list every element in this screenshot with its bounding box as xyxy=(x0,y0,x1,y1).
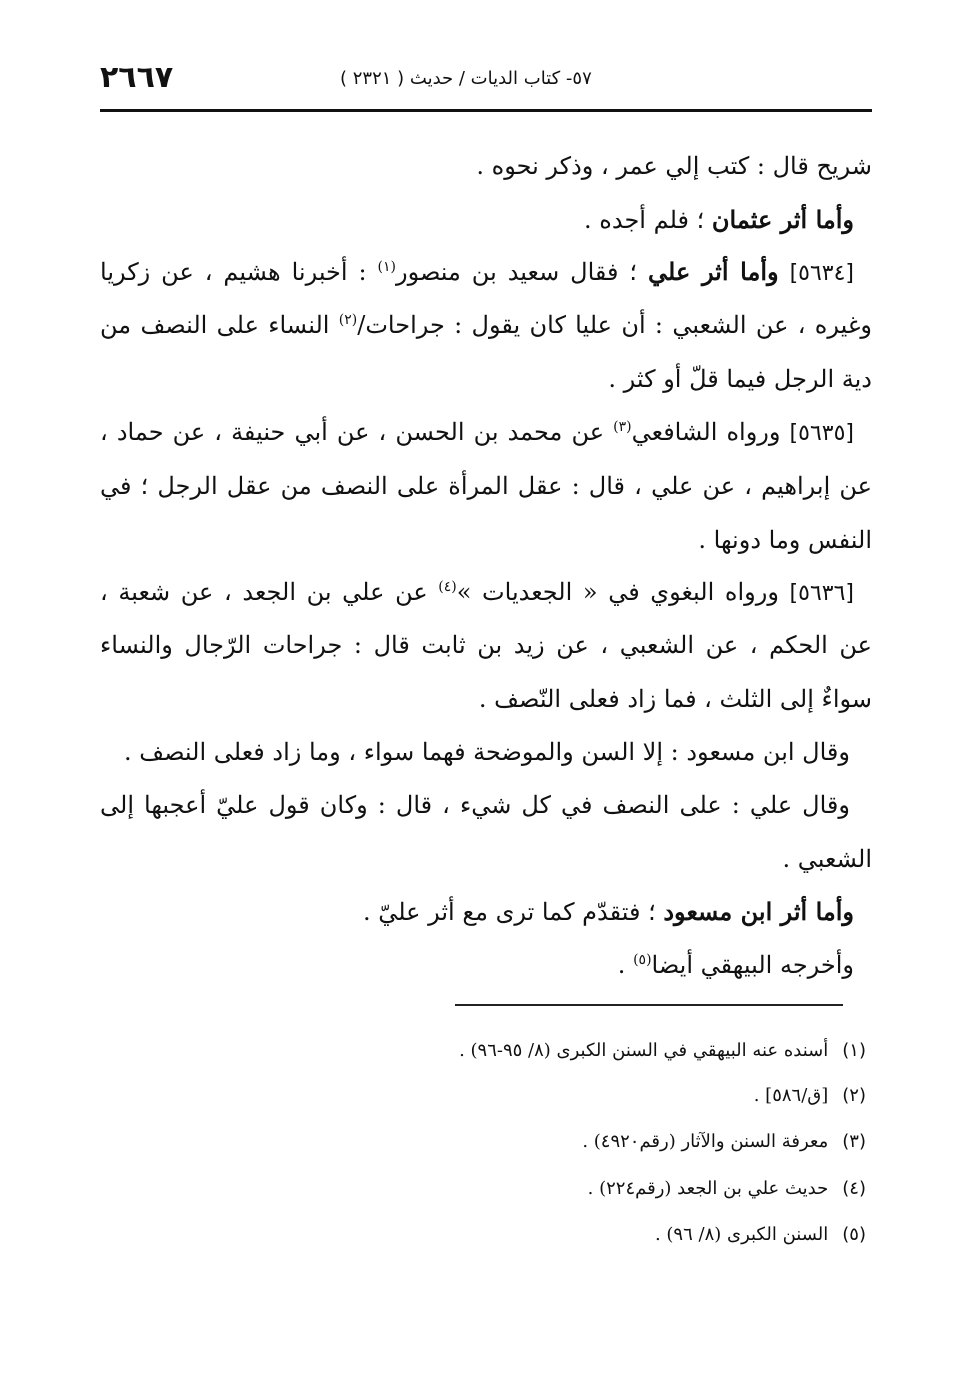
footnote xyxy=(588,1180,866,1198)
footnote-number: (٥) xyxy=(842,1224,866,1245)
footnote-number: (٢) xyxy=(842,1085,866,1106)
text-line: عن إبراهيم ، عن علي ، قال : عقل المرأة على النصف من عقل الرجل ؛ في xyxy=(100,472,872,500)
text-line: وقال علي : على النصف في كل شيء ، قال : وكان قول عليّ أعجبها إلى xyxy=(100,791,850,819)
footnote-ref: (٥) xyxy=(633,952,652,968)
hadith-number: [٥٦٣٦] xyxy=(789,581,854,606)
footnote-text: معرفة السنن والآثار (رقم٤٩٢٠) . xyxy=(582,1131,829,1152)
footnote-number: (٤) xyxy=(842,1178,866,1199)
text-line: النفس وما دونها . xyxy=(698,526,872,554)
section-heading: وأما أثر علي xyxy=(648,257,779,286)
text-line: وأما أثر عثمان ؛ فلم أجده . xyxy=(584,205,854,234)
running-title: ٥٧- كتاب الديات / حديث ( ٢٣٢١ ) xyxy=(340,68,592,89)
footnote xyxy=(582,1133,866,1151)
footnote-text: أسنده عنه البيهقي في السنن الكبرى (٨/ ٩٥-٩٦) . xyxy=(459,1040,829,1061)
footnote-separator xyxy=(455,1004,843,1006)
text-line: الشعبي . xyxy=(782,845,872,873)
section-heading: وأما أثر عثمان xyxy=(711,205,854,234)
hadith-line-5636: [٥٦٣٦] ورواه البغوي في « الجعديات »$^{(٤)}$ عن علي بن الجعد ، عن شعبة ، xyxy=(100,578,854,606)
hadith-line-5635: [٥٦٣٥] ورواه الشافعي$^{(٣)}$ عن محمد بن الحسن ، عن أبي حنيفة ، عن حماد ، xyxy=(100,418,854,446)
text-line: وأما أثر ابن مسعود ؛ فتقدّم كما ترى مع أثر عليّ . xyxy=(362,897,854,926)
footnote-ref: (١) xyxy=(377,259,396,275)
text-line: وقال ابن مسعود : إلا السن والموضحة فهما سواء ، وما زاد فعلى النصف . xyxy=(124,738,850,766)
footnote-text: حديث علي بن الجعد (رقم٢٢٤) . xyxy=(587,1178,829,1199)
hadith-number: [٥٦٣٥] xyxy=(789,421,854,446)
header-rule xyxy=(100,109,872,112)
footnote xyxy=(754,1087,866,1105)
text-line: سواءٌ إلى الثلث ، فما زاد فعلى النّصف . xyxy=(478,685,872,713)
text-line: عن الحكم ، عن الشعبي ، عن زيد بن ثابت قال : جراحات الرّجال والنساء xyxy=(100,631,872,659)
text-line: وغيره ، عن الشعبي : أن عليا كان يقول : جراحات/$^{(٢)}$ النساء على النصف من xyxy=(100,311,873,339)
footnote xyxy=(459,1042,866,1060)
footnote-text: [ق/٥٨٦] . xyxy=(753,1085,829,1106)
text-line: وأخرجه البيهقي أيضا$^{(٥)}$ . xyxy=(617,951,854,979)
page-number: ٢٦٦٧ xyxy=(100,60,174,95)
text-line: شريح قال : كتب إلي عمر ، وذكر نحوه . xyxy=(476,152,872,180)
footnote-number: (١) xyxy=(842,1040,866,1061)
section-heading: وأما أثر ابن مسعود xyxy=(663,897,854,926)
footnote-ref: (٣) xyxy=(613,419,632,435)
footnote xyxy=(655,1226,866,1244)
hadith-number: [٥٦٣٤] xyxy=(789,261,855,286)
footnote-text: السنن الكبرى (٨/ ٩٦) . xyxy=(654,1224,829,1245)
hadith-line-5634: [٥٦٣٤] وأما أثر علي ؛ فقال سعيد بن منصور$^{(١)}$ : أخبرنا هشيم ، عن زكريا xyxy=(100,257,855,286)
footnote-ref: (٢) xyxy=(338,312,358,328)
text-line: دية الرجل فيما قلّ أو كثر . xyxy=(608,365,872,393)
footnote-number: (٣) xyxy=(842,1131,866,1152)
footnote-ref: (٤) xyxy=(438,579,457,595)
